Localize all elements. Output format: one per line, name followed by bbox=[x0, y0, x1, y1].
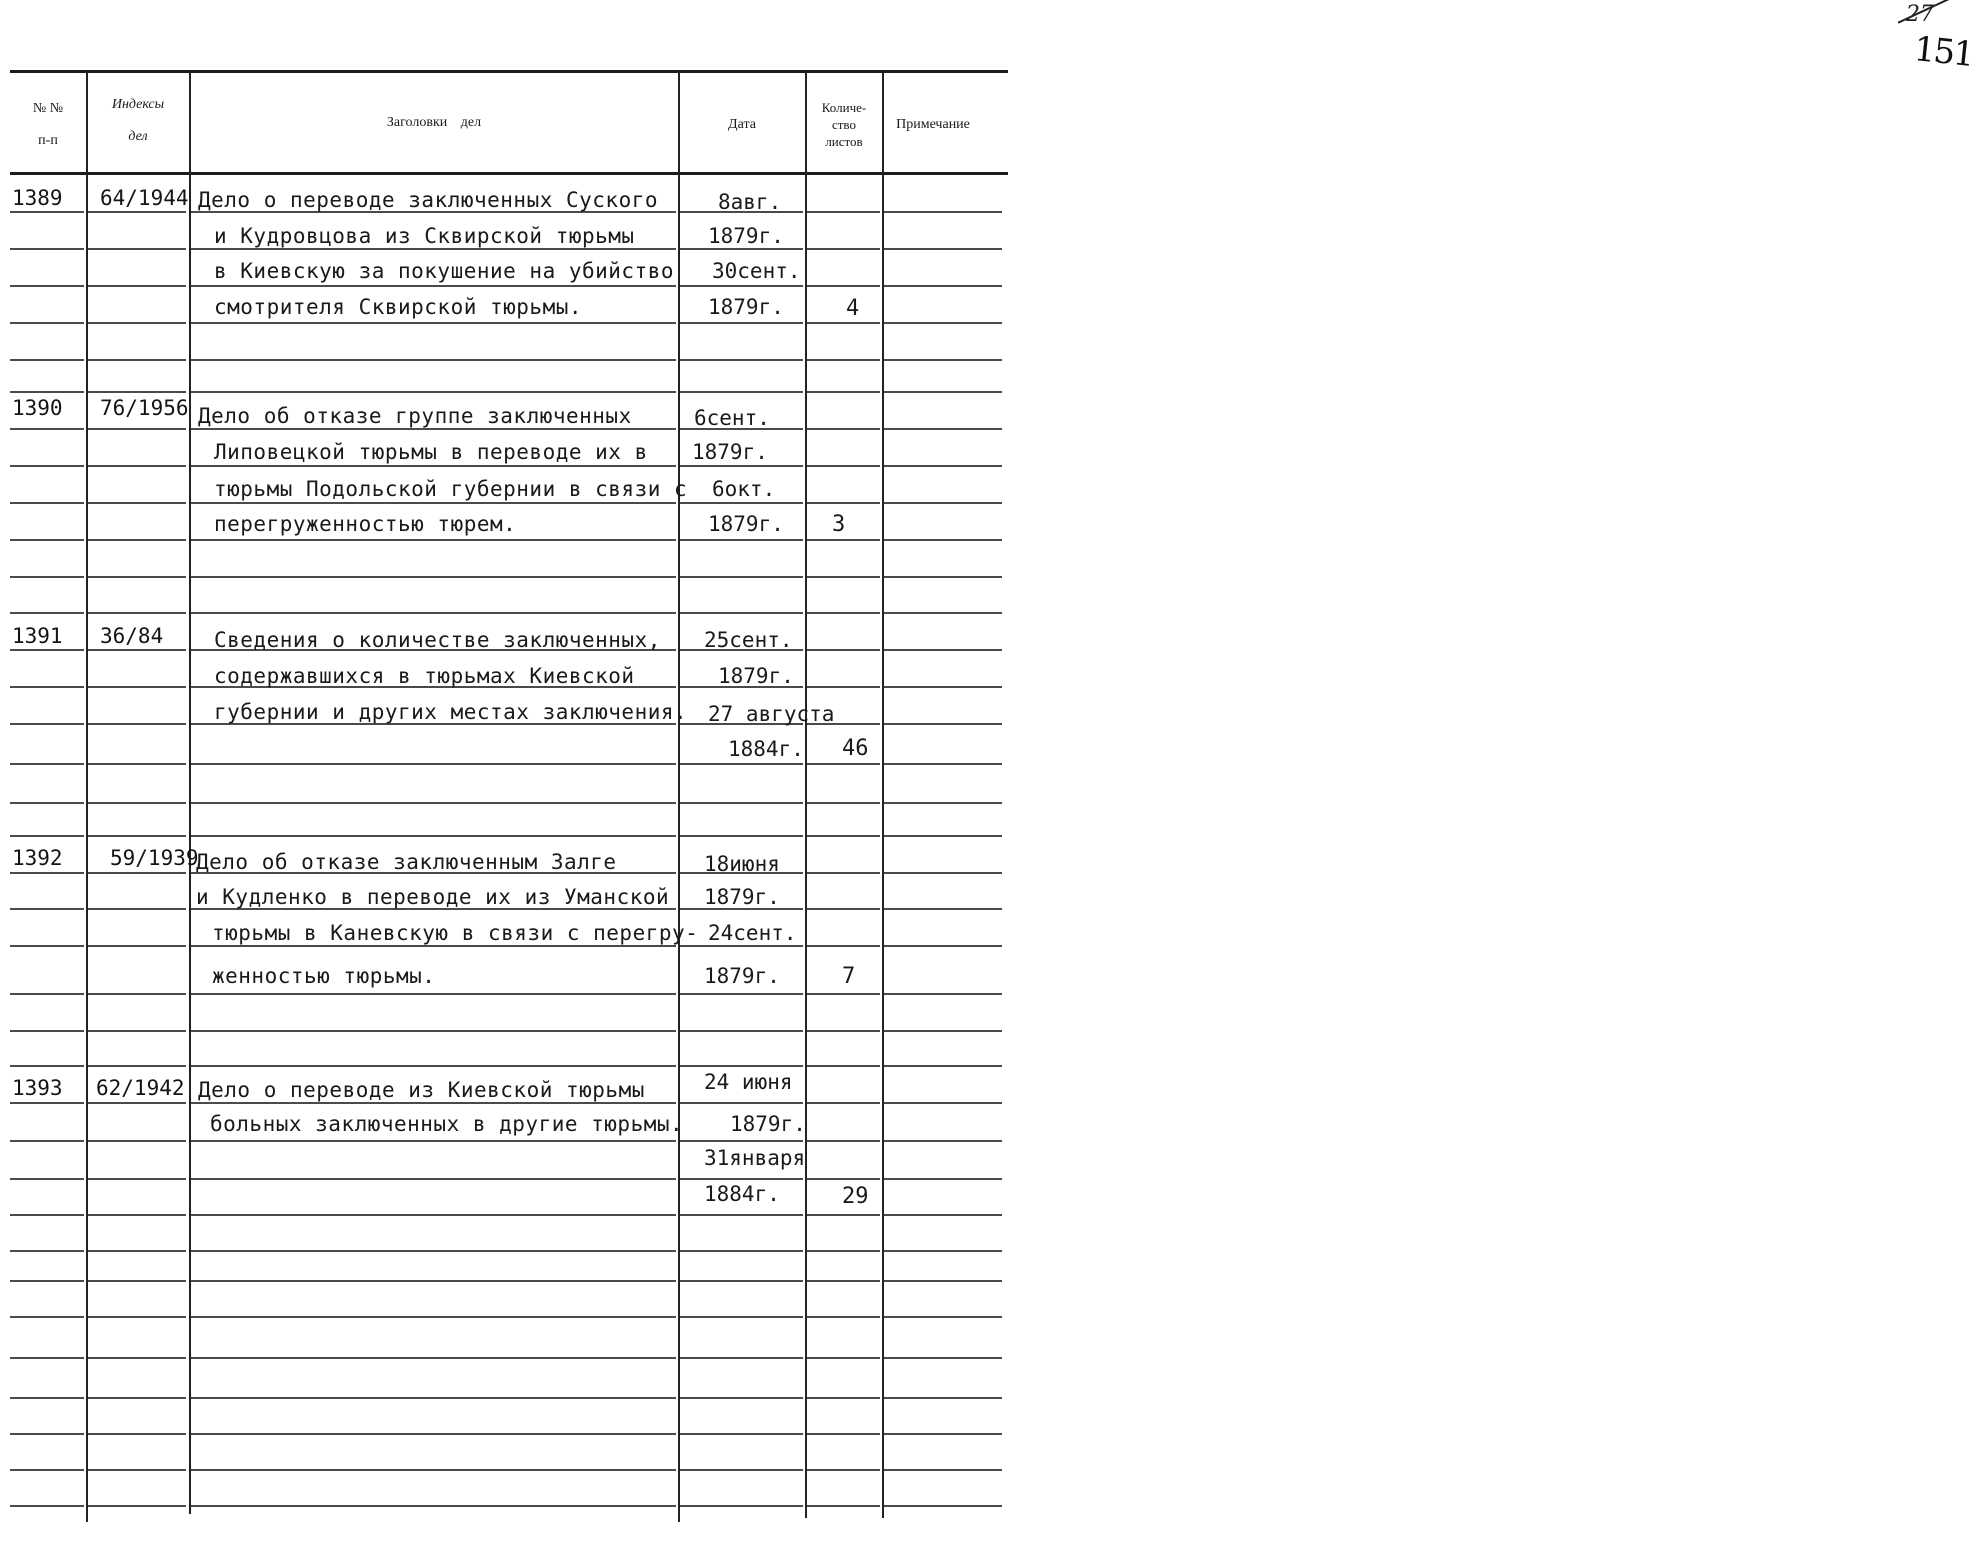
ruled-line bbox=[88, 1433, 186, 1435]
ruled-line bbox=[807, 211, 880, 213]
ruled-line bbox=[88, 285, 186, 287]
ruled-line bbox=[884, 1397, 1002, 1399]
ruled-line bbox=[884, 835, 1002, 837]
ruled-line bbox=[191, 1140, 676, 1142]
ruled-line bbox=[191, 576, 676, 578]
ruled-line bbox=[680, 1178, 803, 1180]
ruled-line bbox=[191, 835, 676, 837]
header-sheets-line: Количе- bbox=[821, 100, 867, 115]
ruled-line bbox=[191, 1030, 676, 1032]
ruled-line bbox=[680, 539, 803, 541]
ruled-line bbox=[680, 1065, 803, 1067]
ruled-line bbox=[88, 649, 186, 651]
ruled-line bbox=[88, 359, 186, 361]
ruled-line bbox=[10, 322, 84, 324]
ruled-line bbox=[680, 1102, 803, 1104]
ruled-line bbox=[10, 945, 84, 947]
ruled-line bbox=[10, 612, 84, 614]
row-title-line: Дело об отказе группе заключенных bbox=[198, 404, 632, 428]
ruled-line bbox=[88, 465, 186, 467]
row-date-line: 18июня bbox=[704, 852, 780, 876]
ruled-line bbox=[884, 1280, 1002, 1282]
ruled-line bbox=[884, 993, 1002, 995]
ruled-line bbox=[884, 723, 1002, 725]
header-index bbox=[88, 96, 188, 146]
ruled-line bbox=[191, 1469, 676, 1471]
ruled-line bbox=[680, 945, 803, 947]
ruled-line bbox=[10, 763, 84, 765]
row-date-line: 24сент. bbox=[708, 921, 797, 945]
ruled-line bbox=[884, 211, 1002, 213]
header-note: Примечание bbox=[896, 117, 970, 132]
ruled-line bbox=[191, 428, 676, 430]
ruled-line bbox=[10, 1469, 84, 1471]
ruled-line bbox=[10, 993, 84, 995]
row-sheets: 3 bbox=[832, 512, 846, 537]
ruled-line bbox=[88, 1357, 186, 1359]
header-number-line: № № bbox=[32, 101, 64, 116]
row-title-line: Липовецкой тюрьмы в переводе их в bbox=[214, 440, 648, 464]
header-number-line: п-п bbox=[38, 133, 58, 148]
ruled-line bbox=[88, 1030, 186, 1032]
ruled-line bbox=[191, 1065, 676, 1067]
ruled-line bbox=[680, 1505, 803, 1507]
column-divider bbox=[189, 72, 191, 1514]
row-sheets: 4 bbox=[846, 296, 860, 321]
row-date-line: 1879г. bbox=[730, 1112, 806, 1136]
ruled-line bbox=[680, 465, 803, 467]
ruled-line bbox=[10, 465, 84, 467]
ruled-line bbox=[88, 1280, 186, 1282]
ruled-line bbox=[884, 428, 1002, 430]
ruled-line bbox=[807, 1469, 880, 1471]
row-title-line: в Киевскую за покушение на убийство bbox=[214, 259, 675, 283]
ruled-line bbox=[884, 248, 1002, 250]
ruled-line bbox=[884, 576, 1002, 578]
ruled-line bbox=[88, 502, 186, 504]
row-title-line: тюрьмы в Каневскую в связи с перегру- bbox=[212, 921, 699, 945]
ruled-line bbox=[807, 835, 880, 837]
header-number bbox=[10, 100, 86, 150]
ruled-line bbox=[807, 1397, 880, 1399]
folio-old-number: 27 bbox=[1906, 2, 1934, 27]
ruled-line bbox=[680, 1397, 803, 1399]
ruled-line bbox=[191, 1178, 676, 1180]
ruled-line bbox=[191, 502, 676, 504]
ruled-line bbox=[884, 945, 1002, 947]
row-index: 64/1944 bbox=[100, 186, 189, 210]
ruled-line bbox=[680, 763, 803, 765]
ruled-line bbox=[807, 872, 880, 874]
ruled-line bbox=[807, 1178, 880, 1180]
ruled-line bbox=[10, 1214, 84, 1216]
ruled-line bbox=[680, 248, 803, 250]
ruled-line bbox=[10, 649, 84, 651]
ruled-line bbox=[88, 1214, 186, 1216]
row-title-line: Дело о переводе из Киевской тюрьмы bbox=[198, 1078, 645, 1102]
row-number: 1392 bbox=[12, 846, 63, 870]
ruled-line bbox=[191, 359, 676, 361]
ruled-line bbox=[807, 502, 880, 504]
row-title-line: и Кудленко в переводе их из Уманской bbox=[196, 885, 670, 909]
row-number: 1390 bbox=[12, 396, 63, 420]
ruled-line bbox=[680, 285, 803, 287]
ruled-line bbox=[807, 359, 880, 361]
ruled-line bbox=[884, 1102, 1002, 1104]
ruled-line bbox=[680, 1280, 803, 1282]
ruled-line bbox=[680, 1469, 803, 1471]
ruled-line bbox=[10, 1102, 84, 1104]
ruled-line bbox=[88, 612, 186, 614]
ruled-line bbox=[10, 1065, 84, 1067]
row-date-line: 1879г. bbox=[708, 295, 784, 319]
ruled-line bbox=[88, 539, 186, 541]
ruled-line bbox=[88, 945, 186, 947]
ruled-line bbox=[191, 1433, 676, 1435]
ruled-line bbox=[88, 1065, 186, 1067]
ruled-line bbox=[680, 1030, 803, 1032]
ruled-line bbox=[88, 908, 186, 910]
ruled-line bbox=[10, 1433, 84, 1435]
ruled-line bbox=[10, 1250, 84, 1252]
ruled-line bbox=[88, 1250, 186, 1252]
ruled-line bbox=[884, 612, 1002, 614]
ruled-line bbox=[10, 502, 84, 504]
row-sheets: 46 bbox=[842, 736, 869, 761]
ruled-line bbox=[884, 322, 1002, 324]
ruled-line bbox=[807, 1065, 880, 1067]
row-index: 59/1939 bbox=[110, 846, 199, 870]
ruled-line bbox=[884, 1030, 1002, 1032]
ruled-line bbox=[807, 285, 880, 287]
row-date-line: 31января bbox=[704, 1146, 806, 1170]
ruled-line bbox=[884, 1433, 1002, 1435]
row-date-line: 1879г. bbox=[718, 664, 794, 688]
ruled-line bbox=[10, 872, 84, 874]
ruled-line bbox=[884, 1214, 1002, 1216]
column-divider bbox=[805, 72, 807, 1518]
ruled-line bbox=[884, 1065, 1002, 1067]
ruled-line bbox=[884, 763, 1002, 765]
ruled-line bbox=[191, 1250, 676, 1252]
ruled-line bbox=[807, 1357, 880, 1359]
ruled-line bbox=[191, 763, 676, 765]
ruled-line bbox=[680, 1250, 803, 1252]
row-title-line: женностью тюрьмы. bbox=[212, 964, 436, 988]
ruled-line bbox=[807, 465, 880, 467]
ruled-line bbox=[10, 1316, 84, 1318]
ruled-line bbox=[807, 1030, 880, 1032]
header-top-rule bbox=[10, 70, 1008, 73]
ruled-line bbox=[807, 1140, 880, 1142]
ruled-line bbox=[680, 835, 803, 837]
ruled-line bbox=[88, 1397, 186, 1399]
row-date-line: 25сент. bbox=[704, 628, 793, 652]
ruled-line bbox=[88, 1140, 186, 1142]
header-sheets-line: ство bbox=[831, 117, 856, 132]
row-date-line: 1884г. bbox=[728, 737, 804, 761]
header-title: Заголовки дел bbox=[386, 115, 482, 130]
row-date-line: 24 июня bbox=[704, 1070, 793, 1094]
ruled-line bbox=[807, 612, 880, 614]
ruled-line bbox=[807, 908, 880, 910]
ruled-line bbox=[10, 1030, 84, 1032]
row-title-line: содержавшихся в тюрьмах Киевской bbox=[214, 664, 635, 688]
ruled-line bbox=[807, 539, 880, 541]
column-divider bbox=[86, 72, 88, 1522]
folio-mark bbox=[948, 2, 1975, 75]
ruled-line bbox=[680, 576, 803, 578]
ruled-line bbox=[191, 802, 676, 804]
ruled-line bbox=[807, 428, 880, 430]
ruled-line bbox=[807, 763, 880, 765]
ruled-line bbox=[191, 1102, 676, 1104]
ruled-line bbox=[807, 1102, 880, 1104]
ruled-line bbox=[191, 993, 676, 995]
ruled-line bbox=[10, 1178, 84, 1180]
row-date-line: 6окт. bbox=[712, 477, 776, 501]
ruled-line bbox=[884, 802, 1002, 804]
row-sheets: 29 bbox=[842, 1184, 869, 1209]
ruled-line bbox=[884, 686, 1002, 688]
ruled-line bbox=[807, 1214, 880, 1216]
ruled-line bbox=[807, 1250, 880, 1252]
row-number: 1393 bbox=[12, 1076, 63, 1100]
ruled-line bbox=[10, 723, 84, 725]
ruled-line bbox=[88, 993, 186, 995]
row-date-line: 1879г. bbox=[704, 964, 780, 988]
ruled-line bbox=[807, 802, 880, 804]
row-title-line: губернии и других местах заключения. bbox=[214, 700, 688, 724]
ruled-line bbox=[88, 1469, 186, 1471]
ruled-line bbox=[191, 945, 676, 947]
ruled-line bbox=[680, 502, 803, 504]
row-title-line: Сведения о количестве заключенных, bbox=[214, 628, 661, 652]
ruled-line bbox=[10, 1357, 84, 1359]
ruled-line bbox=[10, 1280, 84, 1282]
row-date-line: 8авг. bbox=[718, 190, 782, 214]
ruled-line bbox=[884, 1469, 1002, 1471]
ruled-line bbox=[807, 993, 880, 995]
ruled-line bbox=[10, 285, 84, 287]
ruled-line bbox=[680, 359, 803, 361]
ruled-line bbox=[191, 1280, 676, 1282]
ruled-line bbox=[191, 391, 676, 393]
ruled-line bbox=[884, 391, 1002, 393]
ruled-line bbox=[88, 835, 186, 837]
ruled-line bbox=[191, 1397, 676, 1399]
row-title-line: Дело об отказе заключенным Залге bbox=[196, 850, 617, 874]
row-title-line: перегруженностью тюрем. bbox=[214, 512, 517, 536]
ruled-line bbox=[884, 1505, 1002, 1507]
ruled-line bbox=[10, 576, 84, 578]
ruled-line bbox=[884, 1316, 1002, 1318]
folio-number: 151 bbox=[1912, 29, 1975, 75]
ruled-line bbox=[88, 391, 186, 393]
row-title-line: смотрителя Сквирской тюрьмы. bbox=[214, 295, 583, 319]
ruled-line bbox=[88, 802, 186, 804]
row-date-line: 1879г. bbox=[704, 885, 780, 909]
ruled-line bbox=[88, 576, 186, 578]
ruled-line bbox=[884, 1140, 1002, 1142]
ruled-line bbox=[10, 1140, 84, 1142]
row-number: 1391 bbox=[12, 624, 63, 648]
row-date-line: 1879г. bbox=[692, 440, 768, 464]
ruled-line bbox=[680, 802, 803, 804]
ruled-line bbox=[88, 248, 186, 250]
column-divider bbox=[678, 72, 680, 1522]
ruled-line bbox=[884, 1357, 1002, 1359]
ruled-line bbox=[10, 539, 84, 541]
row-date-line: 1879г. bbox=[708, 224, 784, 248]
row-number: 1389 bbox=[12, 186, 63, 210]
ruled-line bbox=[88, 1505, 186, 1507]
row-date-line: 1884г. bbox=[704, 1182, 780, 1206]
ruled-line bbox=[88, 686, 186, 688]
ruled-line bbox=[10, 248, 84, 250]
ruled-line bbox=[88, 428, 186, 430]
row-sheets: 7 bbox=[842, 964, 856, 989]
ruled-line bbox=[191, 1357, 676, 1359]
header-sheets bbox=[806, 99, 882, 150]
row-title-line: тюрьмы Подольской губернии в связи с bbox=[214, 477, 688, 501]
header-index-line: дел bbox=[128, 129, 148, 144]
ruled-line bbox=[10, 211, 84, 213]
row-date-line: 6сент. bbox=[694, 406, 770, 430]
ruled-line bbox=[10, 1397, 84, 1399]
ruled-line bbox=[807, 322, 880, 324]
ruled-line bbox=[807, 576, 880, 578]
ruled-line bbox=[807, 686, 880, 688]
ruled-line bbox=[10, 391, 84, 393]
ruled-line bbox=[807, 649, 880, 651]
ruled-line bbox=[884, 502, 1002, 504]
ruled-line bbox=[191, 248, 676, 250]
ruled-line bbox=[884, 285, 1002, 287]
header-sheets-line: листов bbox=[825, 134, 863, 149]
ruled-line bbox=[88, 322, 186, 324]
ruled-line bbox=[10, 428, 84, 430]
row-date-line: 27 августа bbox=[708, 702, 835, 726]
ruled-line bbox=[191, 1316, 676, 1318]
ruled-line bbox=[807, 1280, 880, 1282]
ruled-line bbox=[88, 1102, 186, 1104]
ruled-line bbox=[680, 1357, 803, 1359]
ruled-line bbox=[88, 1178, 186, 1180]
ruled-line bbox=[884, 359, 1002, 361]
header-bottom-rule bbox=[10, 172, 1008, 175]
ruled-line bbox=[807, 945, 880, 947]
row-date-line: 30сент. bbox=[712, 259, 801, 283]
ruled-line bbox=[88, 211, 186, 213]
ruled-line bbox=[191, 1505, 676, 1507]
ruled-line bbox=[10, 686, 84, 688]
row-title-line: больных заключенных в другие тюрьмы. bbox=[210, 1112, 684, 1136]
ruled-line bbox=[10, 1505, 84, 1507]
ruled-line bbox=[680, 391, 803, 393]
column-divider bbox=[882, 72, 884, 1518]
ruled-line bbox=[680, 993, 803, 995]
header-index-line: Индексы bbox=[111, 97, 165, 112]
ruled-line bbox=[191, 612, 676, 614]
ruled-line bbox=[88, 723, 186, 725]
ruled-line bbox=[10, 908, 84, 910]
ruled-line bbox=[884, 1250, 1002, 1252]
ruled-line bbox=[191, 322, 676, 324]
ruled-line bbox=[680, 1316, 803, 1318]
ruled-line bbox=[807, 1505, 880, 1507]
row-index: 36/84 bbox=[100, 624, 164, 648]
ruled-line bbox=[680, 612, 803, 614]
ruled-line bbox=[10, 835, 84, 837]
ruled-line bbox=[680, 1433, 803, 1435]
ruled-line bbox=[884, 1178, 1002, 1180]
ruled-line bbox=[680, 1214, 803, 1216]
ruled-line bbox=[807, 391, 880, 393]
ruled-line bbox=[191, 1214, 676, 1216]
ruled-line bbox=[10, 802, 84, 804]
ruled-line bbox=[191, 539, 676, 541]
row-title-line: Дело о переводе заключенных Суского bbox=[198, 188, 659, 212]
ruled-line bbox=[88, 1316, 186, 1318]
ruled-line bbox=[10, 359, 84, 361]
row-title-line: и Кудровцова из Сквирской тюрьмы bbox=[214, 224, 635, 248]
ruled-line bbox=[807, 1433, 880, 1435]
ruled-line bbox=[807, 1316, 880, 1318]
ruled-line bbox=[191, 285, 676, 287]
ruled-line bbox=[191, 465, 676, 467]
ruled-line bbox=[680, 322, 803, 324]
ruled-line bbox=[884, 539, 1002, 541]
ruled-line bbox=[88, 872, 186, 874]
row-index: 62/1942 bbox=[96, 1076, 185, 1100]
row-date-line: 1879г. bbox=[708, 512, 784, 536]
ruled-line bbox=[680, 1140, 803, 1142]
ruled-line bbox=[884, 465, 1002, 467]
header-date: Дата bbox=[728, 117, 756, 132]
ruled-line bbox=[88, 763, 186, 765]
ruled-line bbox=[884, 872, 1002, 874]
ruled-line bbox=[884, 908, 1002, 910]
ruled-line bbox=[807, 248, 880, 250]
row-index: 76/1956 bbox=[100, 396, 189, 420]
ruled-line bbox=[884, 649, 1002, 651]
